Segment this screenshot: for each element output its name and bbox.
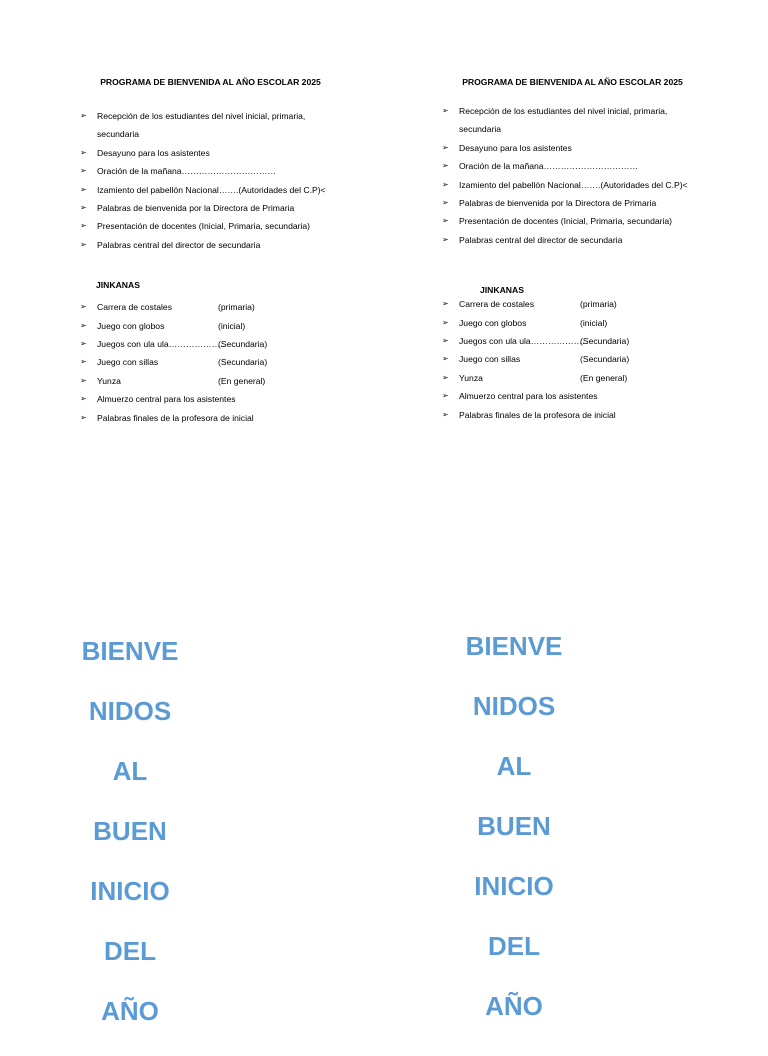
arrow-bullet-icon: ➢ xyxy=(442,216,449,226)
arrow-bullet-icon: ➢ xyxy=(80,239,87,249)
jinkanas-list xyxy=(78,298,418,427)
arrow-bullet-icon: ➢ xyxy=(80,221,87,231)
arrow-bullet-icon: ➢ xyxy=(80,394,87,404)
arrow-bullet-icon: ➢ xyxy=(442,409,449,419)
welcome-word: AÑO xyxy=(101,996,159,1026)
program-list xyxy=(440,102,768,249)
arrow-bullet-icon: ➢ xyxy=(80,412,87,422)
arrow-bullet-icon: ➢ xyxy=(80,302,87,312)
arrow-bullet-icon: ➢ xyxy=(80,111,87,120)
jinkana-item: ➢ Yunza (En general) xyxy=(440,369,768,387)
arrow-bullet-icon: ➢ xyxy=(442,299,449,309)
jinkanas-title: JINKANAS xyxy=(96,280,140,291)
program-column-left xyxy=(78,77,418,427)
program-title: PROGRAMA DE BIENVENIDA AL AÑO ESCOLAR 2025 xyxy=(462,77,683,87)
welcome-word: DEL xyxy=(104,936,156,966)
jinkana-item: ➢ Juego con globos (inicial) xyxy=(440,314,768,332)
welcome-word: NIDOS xyxy=(472,691,556,721)
jinkana-item: ➢ Juegos con ula ula……………….. (Secundaria) xyxy=(440,332,768,350)
welcome-word: NIDOS xyxy=(88,696,172,726)
welcome-word: BIENVE xyxy=(465,631,563,661)
arrow-bullet-icon: ➢ xyxy=(80,203,87,213)
jinkana-item: ➢ Juegos con ula ula……………….. (Secundaria) xyxy=(78,335,418,353)
welcome-word: AL xyxy=(496,751,532,781)
arrow-bullet-icon: ➢ xyxy=(442,336,449,346)
jinkana-item: ➢ Carrera de costales (primaria) xyxy=(78,298,418,316)
arrow-bullet-icon: ➢ xyxy=(80,339,87,349)
arrow-bullet-icon: ➢ xyxy=(442,142,449,152)
arrow-bullet-icon: ➢ xyxy=(442,391,449,401)
arrow-bullet-icon: ➢ xyxy=(80,184,87,194)
arrow-bullet-icon: ➢ xyxy=(80,375,87,385)
jinkana-item: ➢ Almuerzo central para los asistentes xyxy=(78,390,418,408)
arrow-bullet-icon: ➢ xyxy=(442,106,449,115)
program-list xyxy=(78,107,418,254)
program-item: ➢ Palabras central del director de secundaria xyxy=(440,231,768,249)
program-item: ➢ Izamiento del pabellón Nacional…….(Autoridades del C.P)< xyxy=(440,176,768,194)
welcome-banner-left xyxy=(30,636,230,1056)
jinkana-item: ➢ Juego con sillas (Secundaria) xyxy=(440,350,768,368)
program-item: ➢ Palabras de bienvenida por la Directora de Primaria xyxy=(440,194,768,212)
jinkanas-list xyxy=(440,295,768,424)
program-item: ➢ Desayuno para los asistentes xyxy=(440,139,768,157)
program-item: ➢ Palabras de bienvenida por la Directora de Primaria xyxy=(78,199,418,217)
jinkana-item: ➢ Almuerzo central para los asistentes xyxy=(440,387,768,405)
program-item: ➢ Recepción de los estudiantes del nivel inicial, primaria, secundaria xyxy=(78,107,418,144)
welcome-word: INICIO xyxy=(90,876,170,906)
program-item: ➢ Oración de la mañana…………………………… xyxy=(78,162,418,180)
jinkana-item: ➢ Carrera de costales (primaria) xyxy=(440,295,768,313)
jinkana-item: ➢ Yunza (En general) xyxy=(78,372,418,390)
arrow-bullet-icon: ➢ xyxy=(442,372,449,382)
arrow-bullet-icon: ➢ xyxy=(80,147,87,157)
program-item: ➢ Palabras central del director de secundaria xyxy=(78,236,418,254)
arrow-bullet-icon: ➢ xyxy=(442,354,449,364)
arrow-bullet-icon: ➢ xyxy=(80,320,87,330)
welcome-word: BIENVE xyxy=(81,636,179,666)
program-column-right xyxy=(440,77,768,424)
program-item: ➢ Desayuno para los asistentes xyxy=(78,144,418,162)
program-item: ➢ Izamiento del pabellón Nacional…….(Autoridades del C.P)< xyxy=(78,181,418,199)
arrow-bullet-icon: ➢ xyxy=(442,161,449,171)
arrow-bullet-icon: ➢ xyxy=(442,317,449,327)
jinkana-item: ➢ Palabras finales de la profesora de inicial xyxy=(78,409,418,427)
program-item: ➢ Oración de la mañana…………………………… xyxy=(440,157,768,175)
jinkana-item: ➢ Palabras finales de la profesora de inicial xyxy=(440,406,768,424)
jinkanas-title: JINKANAS xyxy=(480,285,524,296)
program-item: ➢ Presentación de docentes (Inicial, Primaria, secundaria) xyxy=(78,217,418,235)
welcome-word: BUEN xyxy=(477,811,551,841)
jinkana-item: ➢ Juego con sillas (Secundaria) xyxy=(78,353,418,371)
welcome-word: INICIO xyxy=(474,871,554,901)
welcome-word: DEL xyxy=(488,931,540,961)
welcome-banner-right xyxy=(414,631,614,1051)
jinkana-item: ➢ Juego con globos (inicial) xyxy=(78,317,418,335)
arrow-bullet-icon: ➢ xyxy=(80,357,87,367)
welcome-word: AÑO xyxy=(485,991,543,1021)
arrow-bullet-icon: ➢ xyxy=(442,198,449,208)
welcome-word: AL xyxy=(112,756,148,786)
arrow-bullet-icon: ➢ xyxy=(80,166,87,176)
welcome-word: BUEN xyxy=(93,816,167,846)
program-item: ➢ Recepción de los estudiantes del nivel inicial, primaria, secundaria xyxy=(440,102,768,139)
program-title: PROGRAMA DE BIENVENIDA AL AÑO ESCOLAR 2025 xyxy=(100,77,321,87)
arrow-bullet-icon: ➢ xyxy=(442,179,449,189)
program-item: ➢ Presentación de docentes (Inicial, Primaria, secundaria) xyxy=(440,212,768,230)
arrow-bullet-icon: ➢ xyxy=(442,234,449,244)
